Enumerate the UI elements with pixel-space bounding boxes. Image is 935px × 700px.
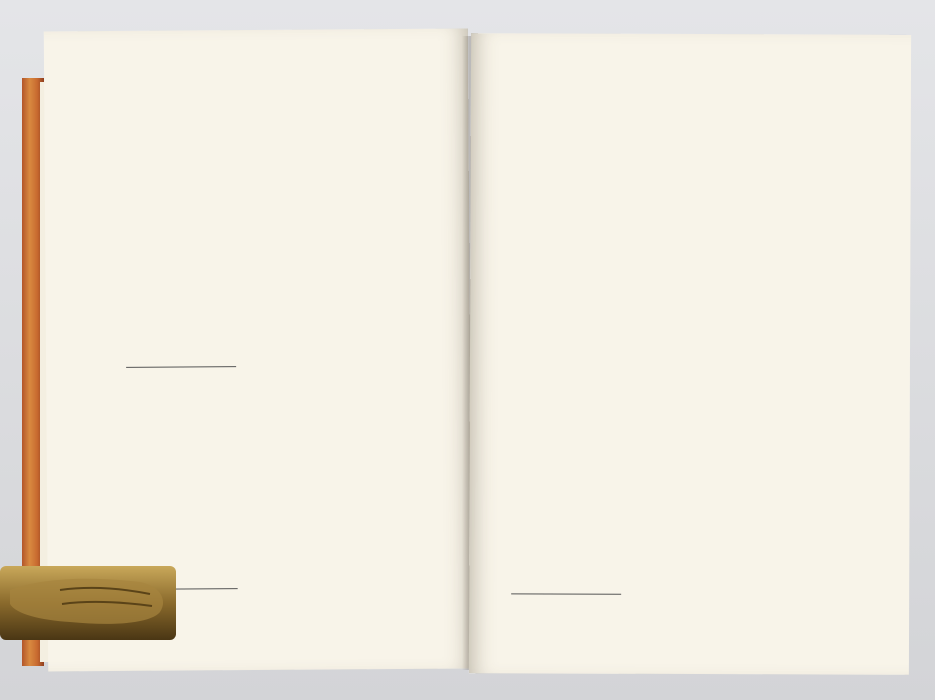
note-rule <box>126 366 236 368</box>
star-note <box>126 371 466 373</box>
brass-hand-bookweight <box>0 560 180 646</box>
inventory-notes <box>122 104 472 107</box>
right-footnote <box>511 599 871 600</box>
left-body-text <box>124 406 472 409</box>
right-page <box>469 33 911 675</box>
right-body-text <box>511 531 861 532</box>
footnote-rule-right <box>511 593 621 594</box>
composers-table <box>519 139 811 140</box>
